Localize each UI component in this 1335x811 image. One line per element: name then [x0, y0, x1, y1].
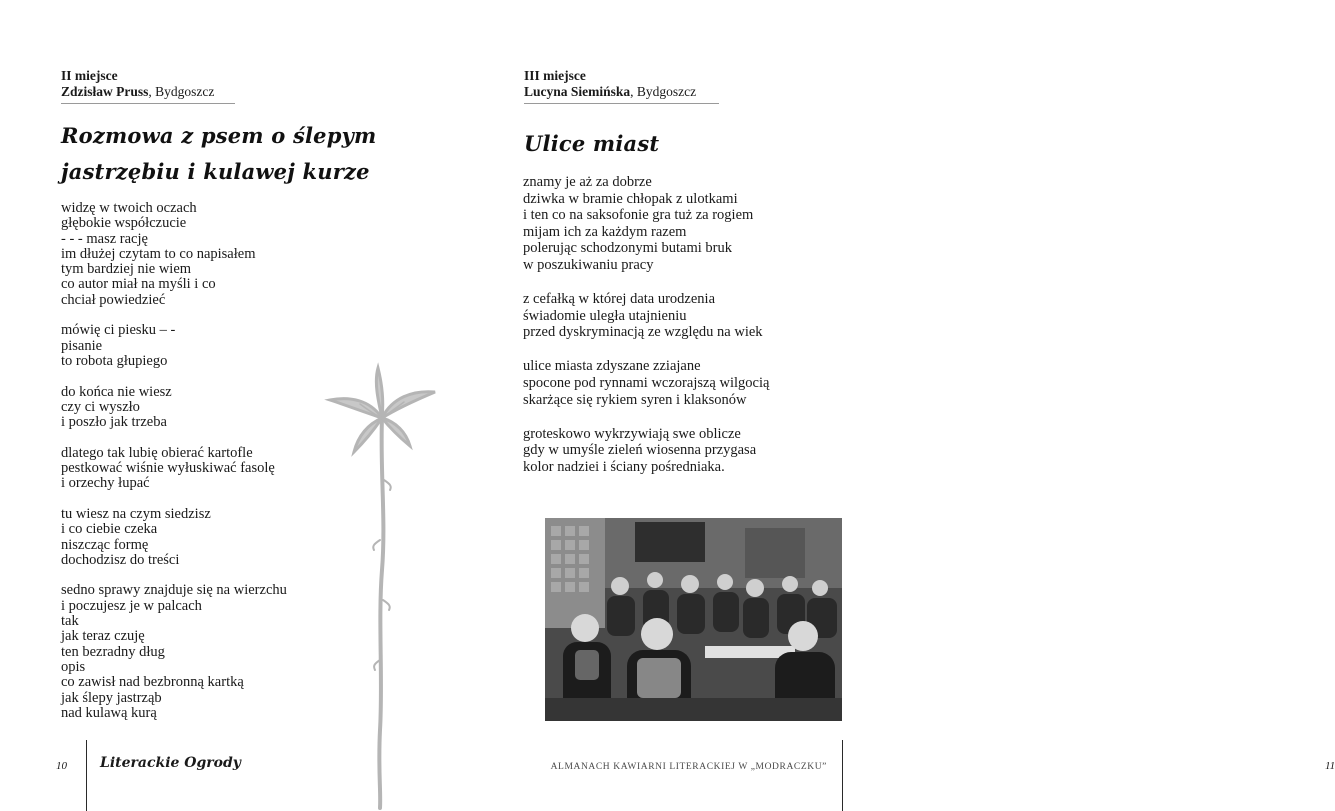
- poem-line: jak teraz czuję: [61, 628, 145, 645]
- author-name: Zdzisław Pruss: [61, 84, 149, 99]
- poem-line: dziwka w bramie chłopak z ulotkami: [523, 190, 738, 207]
- flower-ornament-icon: [320, 360, 450, 810]
- poem-line: i ten co na saksofonie gra tuż za rogiem: [523, 207, 754, 224]
- poem-line: mijam ich za każdym razem: [523, 223, 687, 240]
- poem-line: dochodzisz do treści: [61, 551, 180, 568]
- author-line: [61, 84, 235, 100]
- stanza: [61, 385, 361, 431]
- poem-line: co zawisł nad bezbronną kartką: [61, 674, 244, 691]
- poem-line: tym bardziej nie wiem: [61, 261, 192, 278]
- author-block-left: [61, 68, 235, 104]
- poem-line: tak: [61, 613, 79, 630]
- poem-line: i co ciebie czeka: [61, 521, 158, 538]
- poem-line: z cefałką w której data urodzenia: [523, 291, 716, 308]
- poem-line: i poszło jak trzeba: [61, 414, 167, 431]
- poem-line: nad kulawą kurą: [61, 704, 157, 721]
- audience-photo: [545, 518, 842, 721]
- place-label: II miejsce: [61, 68, 118, 83]
- poem-line: w poszukiwaniu pracy: [523, 256, 654, 273]
- poem-line: mówię ci piesku – -: [61, 322, 176, 339]
- poem-line: opis: [61, 658, 86, 675]
- stanza: [61, 201, 361, 308]
- poem-line: groteskowo wykrzywiają swe oblicze: [523, 425, 741, 442]
- poem-line: czy ci wyszło: [61, 398, 140, 415]
- poem-line: i orzechy łupać: [61, 475, 150, 492]
- poem-line: tu wiesz na czym siedzisz: [61, 505, 211, 522]
- poem-line: niszcząc formę: [61, 536, 149, 553]
- poem-title-left: [61, 118, 377, 190]
- stanza: [61, 446, 361, 492]
- poem-line: polerując schodzonymi butami bruk: [523, 240, 732, 257]
- poem-line: świadomie uległa utajnieniu: [523, 307, 687, 324]
- poem-line: chciał powiedzieć: [61, 291, 166, 308]
- footer-divider: [842, 740, 843, 811]
- poem-line: skarżące się rykiem syren i klaksonów: [523, 391, 747, 408]
- page-number-left: 10: [56, 760, 67, 772]
- poem-line: jak ślepy jastrząb: [61, 689, 162, 706]
- stanza: [523, 426, 843, 476]
- page-number-right: 11: [1325, 760, 1335, 772]
- stanza: [61, 583, 361, 721]
- poem-body-left: [61, 201, 361, 721]
- footer-title-left: Literackie Ogrody: [100, 755, 241, 771]
- poem-line: pisanie: [61, 337, 103, 354]
- poem-line: sedno sprawy znajduje się na wierzchu: [61, 582, 287, 599]
- author-name: Lucyna Siemińska: [524, 84, 631, 99]
- poem-body-right: [523, 174, 843, 493]
- stanza: [523, 174, 843, 274]
- author-city: , Bydgoszcz: [148, 84, 215, 99]
- stanza: [61, 507, 361, 568]
- poem-title-line: Rozmowa z psem o ślepym: [61, 123, 377, 148]
- poem-line: pestkować wiśnie wyłuskiwać fasolę: [61, 460, 275, 477]
- audience-photo-image: [545, 518, 842, 721]
- stanza: [523, 358, 843, 408]
- poem-line: kolor nadziei i ściany pośredniaka.: [523, 458, 725, 475]
- poem-line: co autor miał na myśli i co: [61, 276, 216, 293]
- poem-line: przed dyskryminacją ze względu na wiek: [523, 324, 763, 341]
- author-city: , Bydgoszcz: [630, 84, 697, 99]
- footer-title-right: ALMANACH KAWIARNI LITERACKIEJ W „MODRACZKU”: [550, 762, 827, 772]
- poem-title-line: jastrzębiu i kulawej kurze: [61, 159, 370, 184]
- place-label: III miejsce: [524, 68, 586, 83]
- poem-title-right: Ulice miast: [524, 131, 660, 156]
- poem-line: do końca nie wiesz: [61, 383, 172, 400]
- poem-line: spocone pod rynnami wczorajszą wilgocią: [523, 374, 770, 391]
- poem-line: im dłużej czytam to co napisałem: [61, 245, 256, 262]
- poem-line: to robota głupiego: [61, 352, 168, 369]
- stanza: [61, 323, 361, 369]
- poem-line: ten bezradny dług: [61, 643, 165, 660]
- poem-line: dlatego tak lubię obierać kartofle: [61, 444, 253, 461]
- poem-line: i poczujesz je w palcach: [61, 597, 202, 614]
- poem-line: głębokie współczucie: [61, 215, 187, 232]
- poem-line: gdy w umyśle zieleń wiosenna przygasa: [523, 442, 757, 459]
- author-line: [524, 84, 719, 100]
- author-block-right: [524, 68, 719, 104]
- poem-line: znamy je aż za dobrze: [523, 174, 652, 190]
- stanza: [523, 291, 843, 341]
- poem-line: widzę w twoich oczach: [61, 200, 197, 216]
- poem-line: ulice miasta zdyszane zziajane: [523, 358, 701, 375]
- poem-line: - - - masz rację: [61, 230, 148, 247]
- footer-divider: [86, 740, 87, 811]
